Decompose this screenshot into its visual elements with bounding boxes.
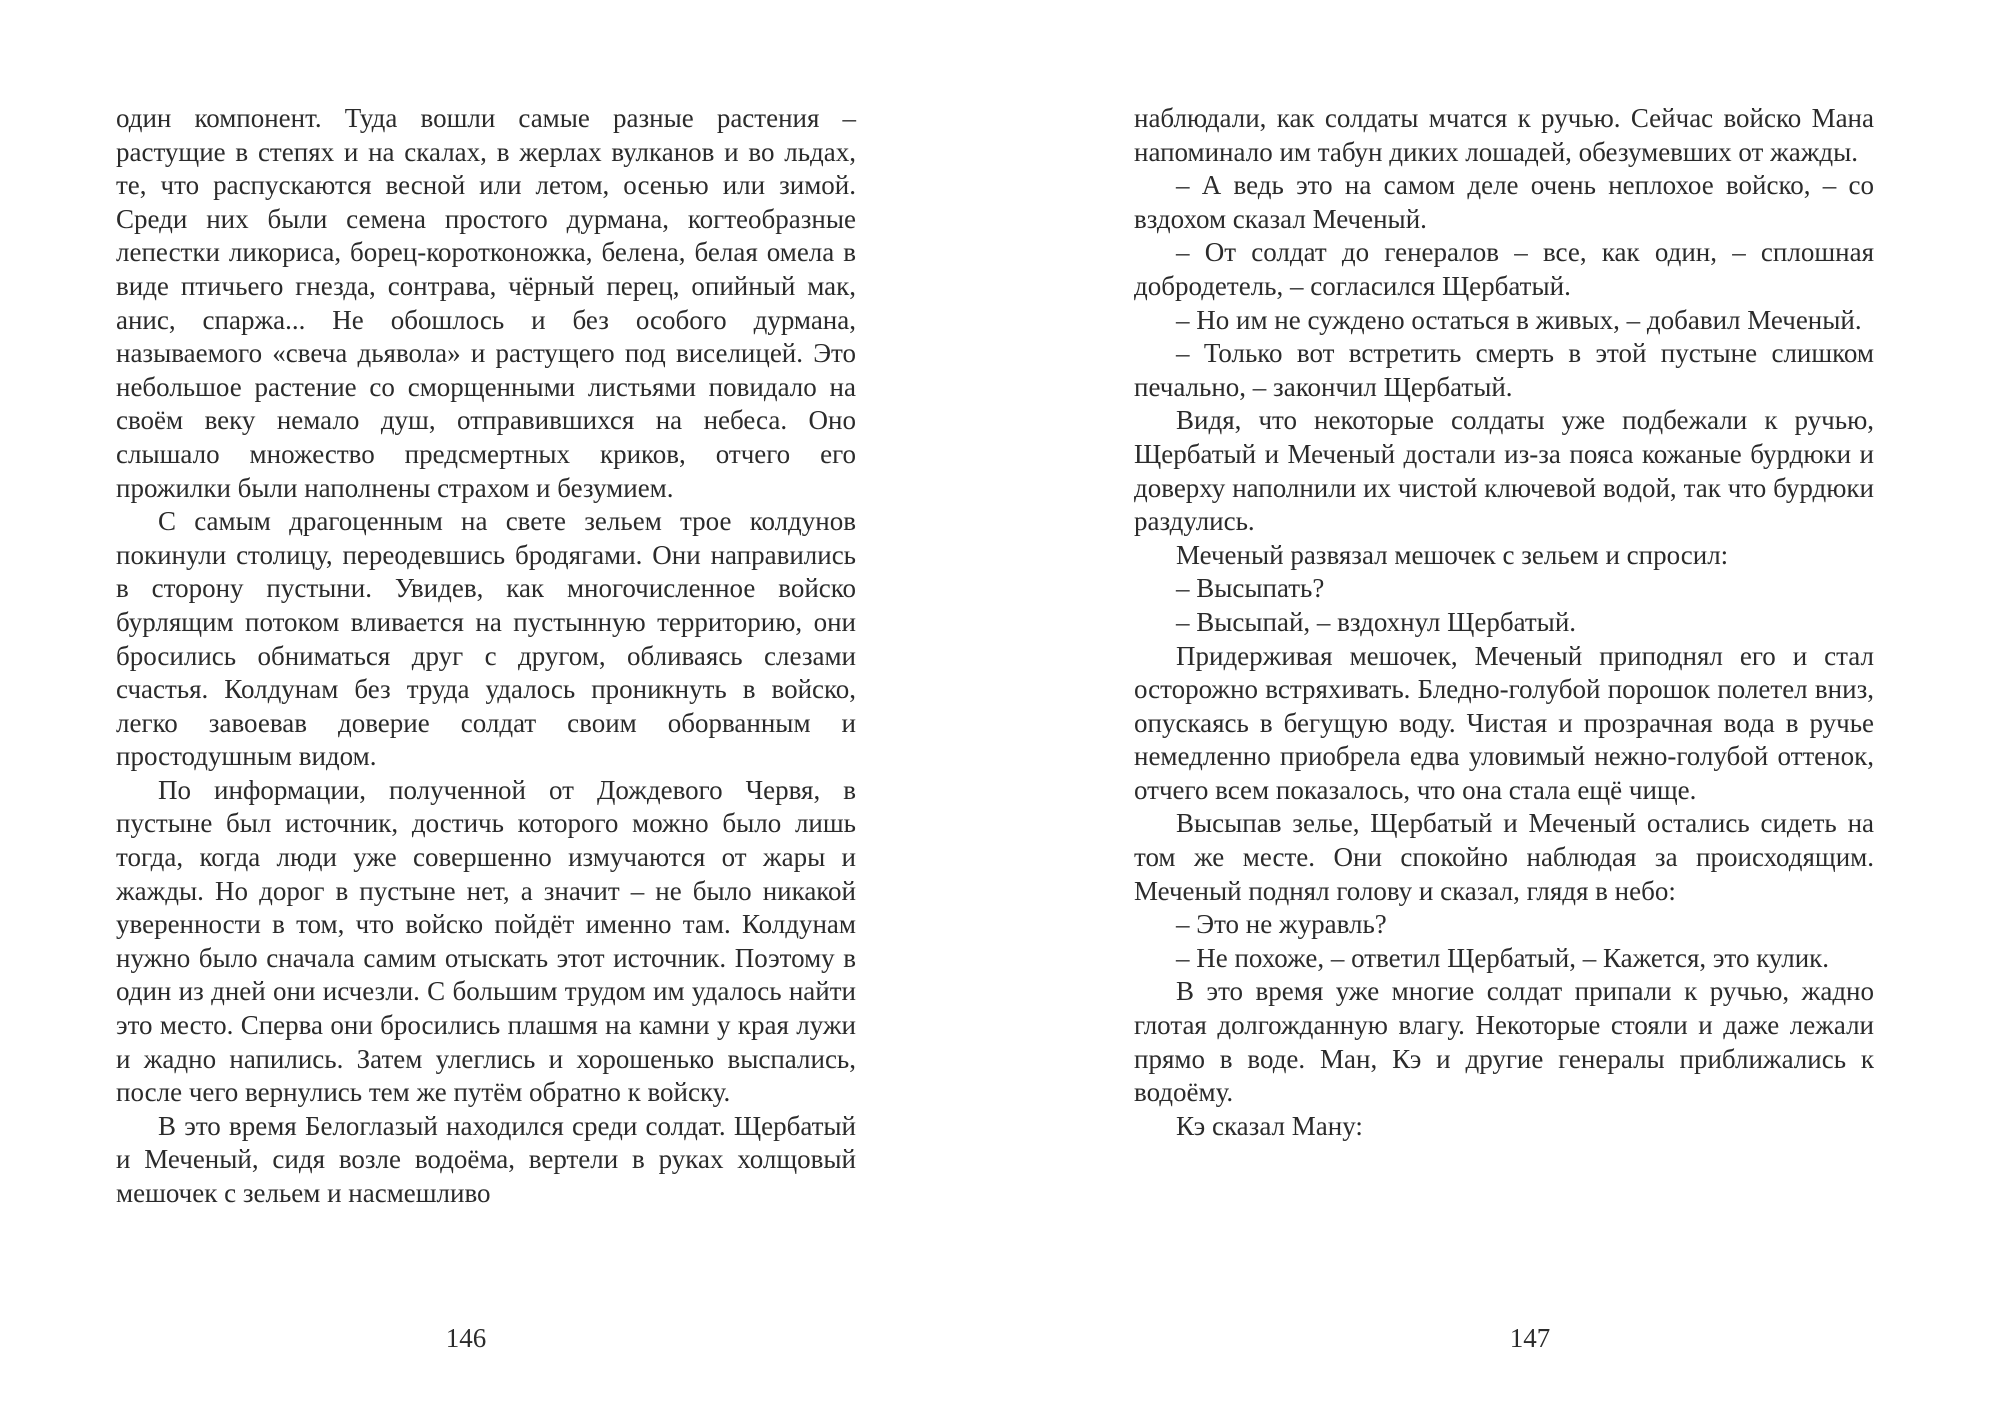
paragraph: Высыпав зелье, Щербатый и Меченый остались сидеть на том же месте. Они спокойно наблюдая за происходящим. Меченый поднял голову и сказал, глядя в небо: [1134,808,1874,906]
paragraph: С самым драгоценным на свете зельем трое колдунов покинули столицу, переодевшись бродягами. Они направились в сторону пустыни. Увидев, как многочисленное войско бурлящим потоком вливается на пустынную территорию, они бросились обниматься друг с другом, обливаясь слезами счастья. Колдунам без труда удалось проникнуть в войско, легко завоевав доверие солдат своим оборванным и простодушным видом. [116,506,856,772]
paragraph: По информации, полученной от Дождевого Червя, в пустыне был источник, достичь которого можно было лишь тогда, когда люди уже совершенно измучаются от жары и жажды. Но дорог в пустыне нет, а значит – не было никакой уверенности в том, что войско пойдёт именно там. Колдунам нужно было сначала самим отыскать этот источник. Поэтому в один из дней они исчезли. С большим трудом им удалось найти это место. Сперва они бросились плашмя на камни у края лужи и жадно напились. Затем улеглись и хорошенько выспались, после чего вернулись тем же путём обратно к войску. [116,774,856,1108]
paragraph: – Это не журавль? [1176,909,1387,940]
paragraph: – Но им не суждено остаться в живых, – добавил Меченый. [1176,304,1862,335]
paragraph: Придерживая мешочек, Меченый приподнял его и стал осторожно встряхивать. Бледно-голубой порошок полетел вниз, опускаясь в бегущую воду. Чистая и прозрачная вода в ручье немедленно приобрела едва уловимый нежно-голубой оттенок, отчего всем показалось, что она стала ещё чище. [1134,640,1874,805]
paragraph: – Только вот встретить смерть в этой пустыне слишком печально, – закончил Щербатый. [1134,338,1874,402]
right-page [1134,102,1874,1143]
paragraph: Меченый развязал мешочек с зельем и спросил: [1176,539,1729,570]
page-number-left: 146 [445,1323,487,1353]
paragraph: Кэ сказал Ману: [1176,1110,1363,1141]
paragraph: один компонент. Туда вошли самые разные растения – растущие в степях и на скалах, в жерлах вулканов и во льдах, те, что распускаются весной или летом, осенью или зимой. Среди них были семена простого дурмана, когтеобразные лепестки ликориса, борец-коротконожка, белена, белая омела в виде птичьего гнезда, сонтрава, чёрный перец, опийный мак, анис, спаржа... Не обошлось и без особого дурмана, называемого «свеча дьявола» и растущего под виселицей. Это небольшое растение со сморщенными листьями повидало на своём веку немало душ, отправившихся на небеса. Оно слышало множество предсмертных криков, отчего его прожилки были наполнены страхом и безумием. [116,103,856,503]
paragraph: – Высыпать? [1176,573,1325,604]
paragraph: В это время уже многие солдат припали к ручью, жадно глотая долгожданную влагу. Некоторые стояли и даже лежали прямо в воде. Ман, Кэ и другие генералы приближались к водоёму. [1134,976,1874,1108]
paragraph: – А ведь это на самом деле очень неплохое войско, – со вздохом сказал Меченый. [1134,170,1874,234]
page-number-right: 147 [1509,1323,1551,1353]
left-page [116,102,856,1211]
paragraph: – От солдат до генералов – все, как один, – сплошная добродетель, – согласился Щербатый. [1134,237,1874,301]
paragraph: Видя, что некоторые солдаты уже подбежали к ручью, Щербатый и Меченый достали из-за пояса кожаные бурдюки и доверху наполнили их чистой ключевой водой, так что бурдюки раздулись. [1134,405,1874,537]
paragraph: наблюдали, как солдаты мчатся к ручью. Сейчас войско Мана напоминало им табун диких лошадей, обезумевших от жажды. [1134,103,1874,167]
paragraph: В это время Белоглазый находился среди солдат. Щербатый и Меченый, сидя возле водоёма, вертели в руках холщовый мешочек с зельем и насмешливо [116,1110,856,1208]
paragraph: – Не похоже, – ответил Щербатый, – Кажется, это кулик. [1176,942,1830,973]
paragraph: – Высыпай, – вздохнул Щербатый. [1176,606,1577,637]
